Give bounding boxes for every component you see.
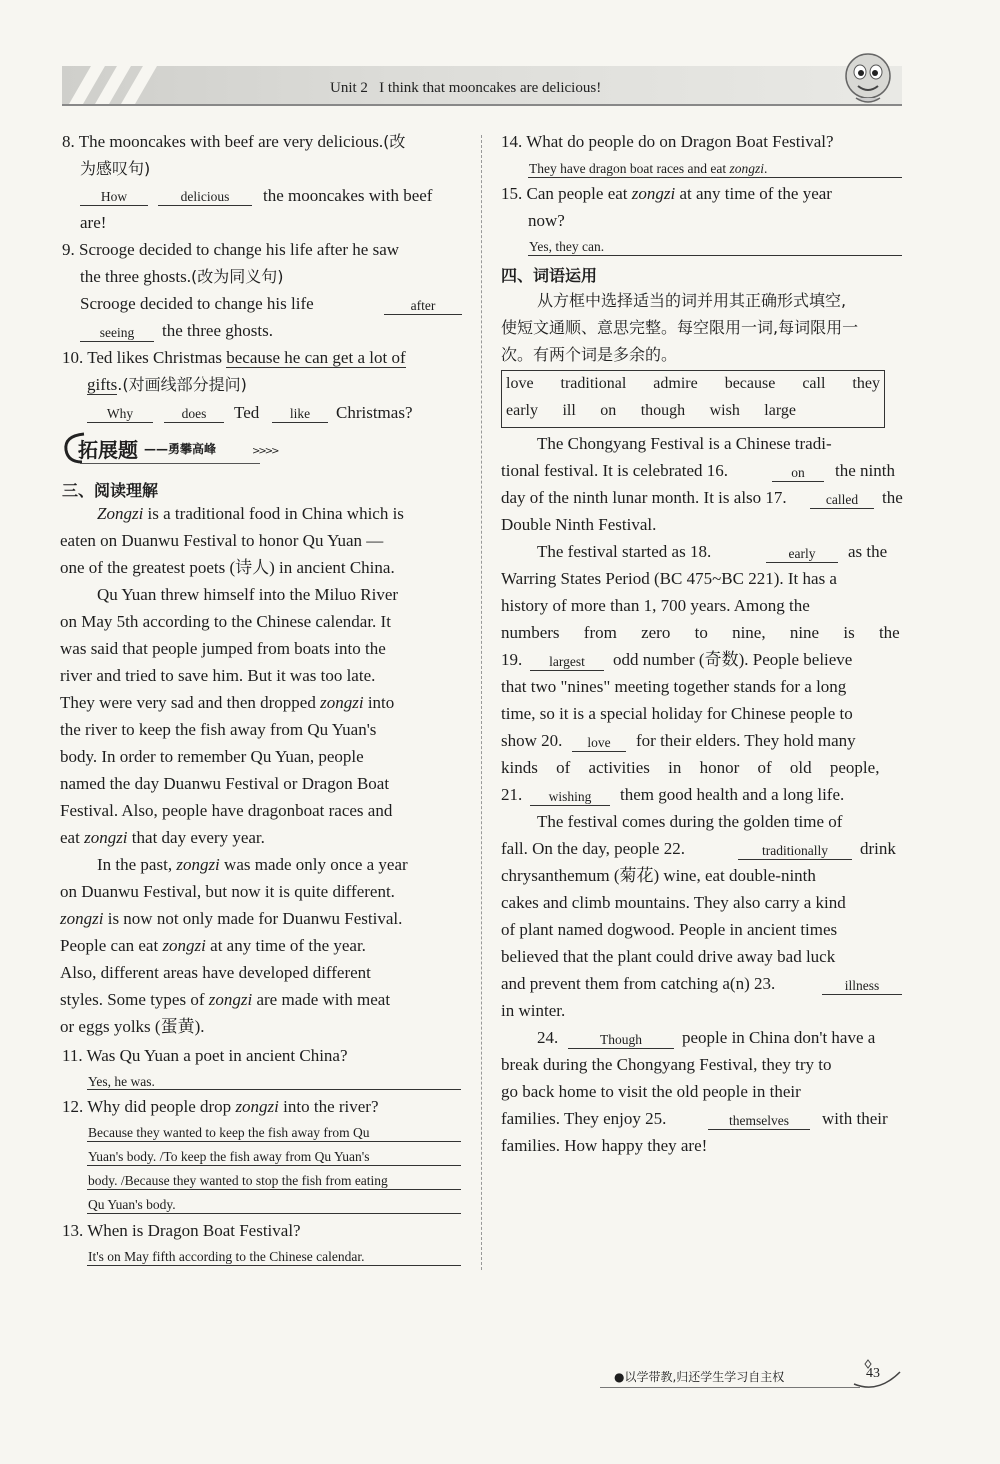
passage-line: on Duanwu Festival, but now it is quite different. <box>60 882 395 901</box>
passage-line: was said that people jumped from boats into the <box>60 639 386 658</box>
word-box-word: they <box>852 375 880 392</box>
q8-line4: are! <box>80 213 107 232</box>
p-line17: chrysanthemum (菊花) wine, eat double-ninth <box>501 866 816 885</box>
blank-21: wishing <box>530 789 610 806</box>
p-line14b: them good health and a long life. <box>620 785 845 804</box>
blank-22: traditionally <box>738 843 852 860</box>
word-box-row1 <box>506 375 880 393</box>
q12-question: 12. Why did people drop zongzi into the river? <box>62 1097 379 1116</box>
q10-blank2: does <box>164 406 224 423</box>
p-line2b: the ninth <box>835 461 895 480</box>
blank-23: illness <box>822 978 902 995</box>
p-line15: The festival comes during the golden time of <box>537 812 843 831</box>
word-box-word: though <box>640 402 686 419</box>
q13-answer: It's on May fifth according to the Chinese calendar. <box>88 1249 365 1264</box>
passage-line: People can eat zongzi at any time of the year. <box>60 936 366 955</box>
q10-line2: gifts.(对画线部分提问) <box>87 375 247 394</box>
passage-line: the river to keep the fish away from Qu Yuan's <box>60 720 377 739</box>
q10-end: Christmas? <box>336 403 413 422</box>
passage-line: or eggs yolks (蛋黄). <box>60 1017 205 1036</box>
p-line25: go back home to visit the old people in their <box>501 1082 801 1101</box>
q12-rule4 <box>87 1213 461 1214</box>
q15-answer: Yes, they can. <box>529 239 605 254</box>
p-line9a: 19. <box>501 650 523 669</box>
q12-answer-line3: body. /Because they wanted to stop the fish from eating <box>88 1173 388 1188</box>
passage-line: river and tried to save him. But it was too late. <box>60 666 376 685</box>
q9-line4: the three ghosts. <box>162 321 273 340</box>
section-3-heading: 三、阅读理解 <box>62 481 159 500</box>
q14-answer: They have dragon boat races and eat zongzi. <box>529 161 768 176</box>
q8-blank2: delicious <box>158 189 252 206</box>
p-line4: Double Ninth Festival. <box>501 515 657 534</box>
p-line7: history of more than 1, 700 years. Among the <box>501 596 810 615</box>
blank-25: themselves <box>708 1113 810 1130</box>
q14-rule <box>528 177 902 178</box>
p-line14a: 21. <box>501 785 523 804</box>
q12-rule3 <box>87 1189 461 1190</box>
passage-line: They were very sad and then dropped zongzi into <box>60 693 395 712</box>
blank-18: early <box>766 546 838 563</box>
banner-arrows-icon: >>>> <box>252 446 278 457</box>
word-box-word: admire <box>653 375 698 392</box>
p-line19: of plant named dogwood. People in ancient times <box>501 920 838 939</box>
column-divider <box>481 135 482 1270</box>
q9-blank1: after <box>384 298 462 315</box>
q10-mid: Ted <box>234 403 260 422</box>
p-line5a: The festival started as 18. <box>537 542 712 561</box>
blank-16: on <box>772 465 824 482</box>
passage-line: eat zongzi that day every year. <box>60 828 265 847</box>
p-line23b: people in China don't have a <box>682 1028 876 1047</box>
q13-rule <box>87 1265 461 1266</box>
q15-question-line1: 15. Can people eat zongzi at any time of the year <box>501 184 832 203</box>
q9-line2: the three ghosts.(改为同义句) <box>80 267 284 286</box>
p-line26b: with their <box>822 1109 888 1128</box>
q9-blank2: seeing <box>80 325 154 342</box>
passage-line: Also, different areas have developed different <box>60 963 371 982</box>
q14-question: 14. What do people do on Dragon Boat Festival? <box>501 132 834 151</box>
p-line12b: for their elders. They hold many <box>636 731 856 750</box>
extension-banner <box>60 430 290 466</box>
q8-line3: the mooncakes with beef <box>263 186 433 205</box>
q8-blank1: How <box>80 189 148 206</box>
banner-title: 拓展题 <box>78 438 138 462</box>
q15-rule <box>528 255 902 256</box>
blank-19: largest <box>530 654 604 671</box>
passage-line: Zongzi is a traditional food in China which is <box>97 504 404 523</box>
q13-question: 13. When is Dragon Boat Festival? <box>62 1221 301 1240</box>
instruction-line1: 从方框中选择适当的词并用其正确形式填空, <box>537 291 847 310</box>
passage-line: one of the greatest poets (诗人) in ancient China. <box>60 558 395 577</box>
passage-line: body. In order to remember Qu Yuan, people <box>60 747 364 766</box>
word-box-word: large <box>764 402 796 419</box>
p-line26a: families. They enjoy 25. <box>501 1109 667 1128</box>
footer-rule <box>600 1387 860 1388</box>
p-line6: Warring States Period (BC 475~BC 221). It has a <box>501 569 837 588</box>
q8-line2: 为感叹句) <box>80 159 151 178</box>
blank-20: love <box>572 735 626 752</box>
word-box-row2 <box>506 402 796 420</box>
q11-question: 11. Was Qu Yuan a poet in ancient China? <box>62 1046 348 1065</box>
p-line8: numbers from zero to nine, nine is the <box>501 623 900 642</box>
passage-line: Festival. Also, people have dragonboat races and <box>60 801 393 820</box>
p-line2a: tional festival. It is celebrated 16. <box>501 461 729 480</box>
passage-line: zongzi is now not only made for Duanwu Festival. <box>60 909 403 928</box>
p-line20: believed that the plant could drive away bad luck <box>501 947 836 966</box>
word-box-word: early <box>506 402 538 419</box>
p-line16b: drink <box>860 839 896 858</box>
q11-rule <box>87 1089 461 1090</box>
p-line18: cakes and climb mountains. They also carry a kind <box>501 893 846 912</box>
word-box-word: because <box>724 375 776 392</box>
q12-rule2 <box>87 1165 461 1166</box>
passage-line: styles. Some types of zongzi are made with meat <box>60 990 391 1009</box>
word-box-word: ill <box>562 402 576 419</box>
passage-line: on May 5th according to the Chinese calendar. It <box>60 612 391 631</box>
p-line27: families. How happy they are! <box>501 1136 708 1155</box>
header-title: Unit 2 I think that mooncakes are delicious! <box>330 80 602 96</box>
blank-24: Though <box>568 1032 674 1049</box>
p-line16a: fall. On the day, people 22. <box>501 839 685 858</box>
q11-answer: Yes, he was. <box>88 1074 155 1089</box>
mascot-icon <box>836 46 900 110</box>
passage-line: named the day Duanwu Festival or Dragon Boat <box>60 774 390 793</box>
q12-answer-line1: Because they wanted to keep the fish away from Qu <box>88 1125 370 1140</box>
q8-line1: 8. The mooncakes with beef are very delicious.(改 <box>62 132 406 151</box>
p-line5b: as the <box>848 542 888 561</box>
p-line22: in winter. <box>501 1001 566 1020</box>
p-line11: time, so it is a special holiday for Chinese people to <box>501 704 853 723</box>
word-box-word: love <box>506 375 534 392</box>
passage-line: In the past, zongzi was made only once a year <box>97 855 408 874</box>
instruction-line3: 次。有两个词是多余的。 <box>501 345 678 364</box>
p-line23a: 24. <box>537 1028 559 1047</box>
blank-17: called <box>810 492 874 509</box>
section-4-heading: 四、词语运用 <box>501 266 598 285</box>
q15-question-line2: now? <box>528 211 565 230</box>
p-line24: break during the Chongyang Festival, they try to <box>501 1055 832 1074</box>
p-line3b: the <box>882 488 903 507</box>
q9-line3: Scrooge decided to change his life <box>80 294 314 313</box>
p-line10: that two "nines" meeting together stands for a long <box>501 677 847 696</box>
page-number: 43 <box>866 1366 880 1381</box>
q10-blank1: Why <box>87 406 153 423</box>
q9-line1: 9. Scrooge decided to change his life after he saw <box>62 240 400 259</box>
p-line13: kinds of activities in honor of old people, <box>501 758 880 777</box>
word-box-word: wish <box>709 402 740 419</box>
p-line3a: day of the ninth lunar month. It is also 17. <box>501 488 787 507</box>
word-box-word: call <box>802 375 826 392</box>
banner-subtitle: ——勇攀高峰 <box>144 442 217 456</box>
p-line1: The Chongyang Festival is a Chinese tradi- <box>537 434 832 453</box>
q10-blank3: like <box>272 406 328 423</box>
footer-slogan: ●以学带教,归还学生学习自主权 <box>614 1370 785 1384</box>
banner-underline <box>80 463 260 464</box>
p-line12a: show 20. <box>501 731 563 750</box>
p-line21a: and prevent them from catching a(n) 23. <box>501 974 776 993</box>
q12-answer-line4: Qu Yuan's body. <box>88 1197 176 1212</box>
passage-line: Qu Yuan threw himself into the Miluo River <box>97 585 399 604</box>
word-box <box>501 370 885 428</box>
instruction-line2: 使短文通顺、意思完整。每空限用一词,每词限用一 <box>501 318 859 337</box>
word-box-word: on <box>600 402 617 419</box>
q12-answer-line2: Yuan's body. /To keep the fish away from Qu Yuan's <box>88 1149 370 1164</box>
q12-rule1 <box>87 1141 461 1142</box>
header-underline <box>62 104 902 106</box>
p-line9b: odd number (奇数). People believe <box>613 650 853 669</box>
q10-line1: 10. Ted likes Christmas because he can get a lot of <box>62 348 406 367</box>
word-box-word: traditional <box>560 375 627 392</box>
passage-line: eaten on Duanwu Festival to honor Qu Yuan — <box>60 531 384 550</box>
